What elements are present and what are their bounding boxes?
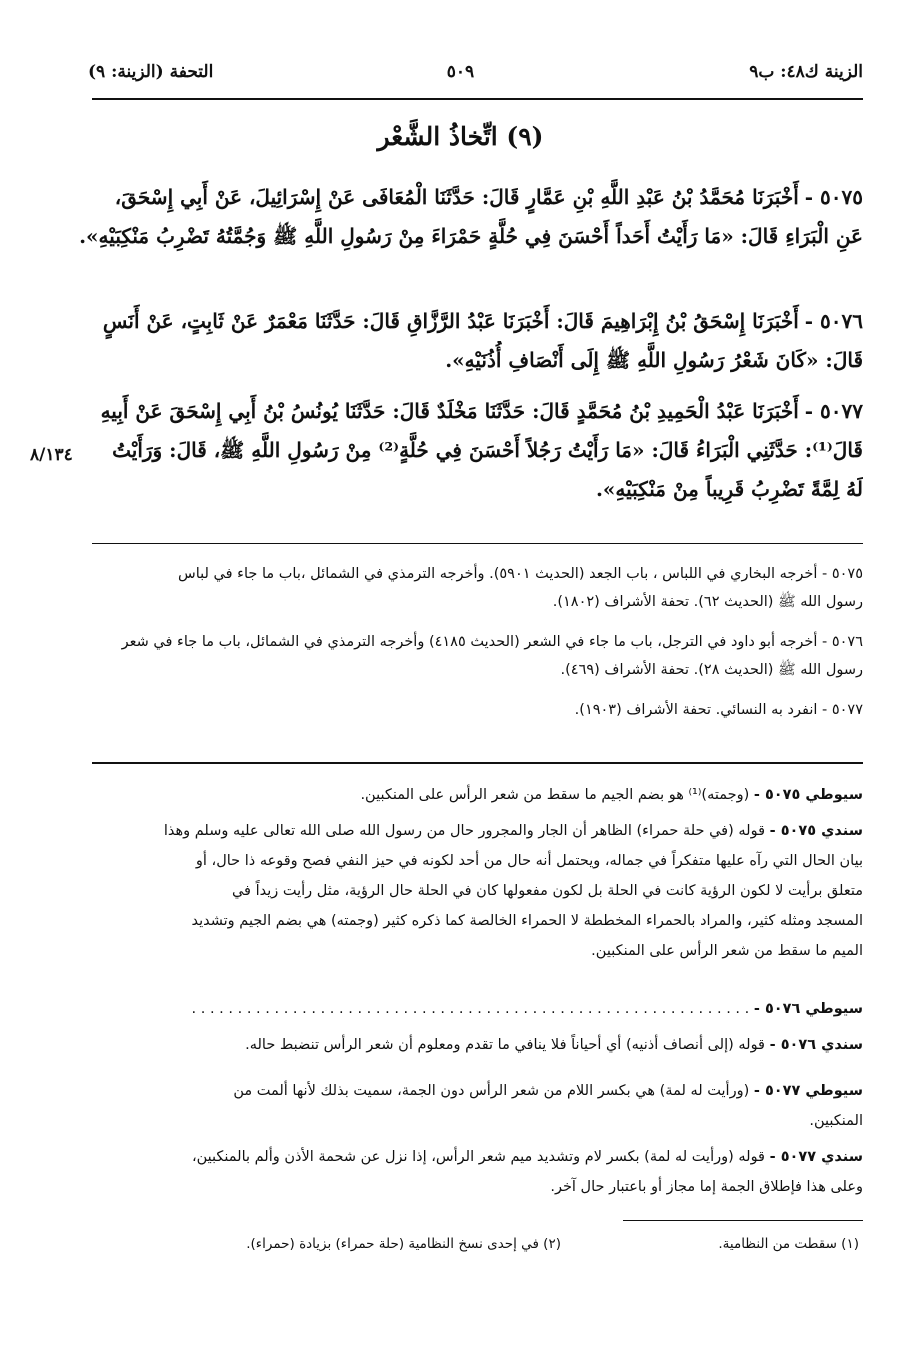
commentary-line: الميم ما سقط من شعر الرأس على المنكبين.: [591, 943, 863, 959]
header-chapter-ref: الزينة ك٤٨: ب٩: [749, 62, 863, 82]
footnote-rule: [623, 1220, 863, 1221]
hadith-line: قَالَ⁽¹⁾: حَدَّثَنِي الْبَرَاءُ قَالَ: «مَا رَأَيْتُ رَجُلاً أَحْسَنَ فِي حُلَّةٍ⁽²⁾ مِنْ رَسُولِ اللَّهِ ﷺ، قَالَ: وَرَأَيْتُ: [112, 438, 863, 462]
takhrij-rule: [92, 543, 863, 544]
hadith-number: ٥٠٧٧ -: [804, 399, 863, 423]
commentary-line: [63, 1142, 863, 1172]
hadith-5075: [73, 178, 863, 256]
suyuti-5076: [63, 994, 863, 1024]
commentary-rule: [92, 762, 863, 764]
takhrij-line: ٥٠٧٧ - انفرد به النسائي. تحفة الأشراف (١٩٠٣).: [574, 702, 863, 718]
suyuti-5077: [63, 1076, 863, 1136]
takhrij-5075: [63, 560, 863, 616]
section-title: (٩) اتِّخاذُ الشَّعْر: [377, 122, 544, 151]
commentary-label: سيوطي ٥٠٧٥ -: [753, 787, 863, 803]
commentary-line: [63, 816, 863, 846]
takhrij-5077: [63, 696, 863, 724]
commentary-text: قوله (ورأيت له لمة) بكسر لام وتشديد ميم شعر الرأس، إذا نزل عن شحمة الأذن وألم بالمنكبين،: [191, 1149, 765, 1165]
hadith-text: أَخْبَرَنَا مُحَمَّدُ بْنُ عَبْدِ اللَّهِ بْنِ عَمَّارٍ قَالَ: حَدَّثَنَا الْمُعَافَى عَنْ إِسْرَائِيلَ، عَنْ أَبِي إِسْحَقَ،: [114, 185, 799, 209]
commentary-line: [63, 1076, 863, 1106]
takhrij-line: رسول الله ﷺ (الحديث ٦٢). تحفة الأشراف (١٨٠٢).: [552, 594, 863, 610]
commentary-line: [63, 1030, 863, 1060]
hadith-line: [73, 302, 863, 341]
takhrij-5076: [63, 628, 863, 684]
sindi-5077: [63, 1142, 863, 1202]
hadith-5077: [73, 392, 863, 509]
takhrij-line: ٥٠٧٥ - أخرجه البخاري في اللباس ، باب الجعد (الحديث ٥٩٠١). وأخرجه الترمذي في الشمائل ،باب ما جاء في لباس: [178, 566, 863, 582]
commentary-line: المنكبين.: [809, 1113, 863, 1129]
commentary-line: بيان الحال التي رآه عليها متفكراً في جماله، ويحتمل أنه حال من أحد لكونه في حيز النفي فصح وقوعه ذا حال، أو: [195, 853, 863, 869]
commentary-text: قوله (إلى أنصاف أذنيه) أي أحياناً فلا ينافي ما تقدم ومعلوم أن شعر الرأس تنضبط حاله.: [245, 1037, 765, 1053]
takhrij-line: ٥٠٧٦ - أخرجه أبو داود في الترجل، باب ما جاء في الشعر (الحديث ٤١٨٥) وأخرجه الترمذي في الشمائل، باب ما جاء في شعر: [121, 634, 863, 650]
hadith-text: أَخْبَرَنَا عَبْدُ الْحَمِيدِ بْنُ مُحَمَّدٍ قَالَ: حَدَّثَنَا مَخْلَدٌ قَالَ: حَدَّثَنَا يُونُسُ بْنُ أَبِي إِسْحَقَ عَنْ أَبِيهِ: [100, 399, 799, 423]
hadith-line: قَالَ: «كَانَ شَعْرُ رَسُولِ اللَّهِ ﷺ إِلَى أَنْصَافِ أُذُنَيْهِ».: [445, 348, 863, 372]
hadith-number: ٥٠٧٦ -: [804, 309, 863, 333]
commentary-label: سندي ٥٠٧٧ -: [769, 1149, 863, 1165]
suyuti-5075: [63, 780, 863, 810]
commentary-line: [63, 780, 863, 810]
commentary-text: (ورأيت له لمة) هي بكسر اللام من شعر الرأس دون الجمة، سميت بذلك لأنها ألمت من: [233, 1083, 750, 1099]
header-tuhfa-ref: التحفة (الزينة: ٩): [88, 62, 214, 82]
commentary-line: متعلق برأيت لا لكون الرؤية كانت في الحلة بل لكون مفعولها كان في الحلة حال الرؤية، مثل رأيت زيداً في: [231, 883, 863, 899]
commentary-line: وعلى هذا فإطلاق الجمة إما مجاز أو باعتبار حال آخر.: [550, 1179, 863, 1195]
commentary-text: قوله (في حلة حمراء) الظاهر أن الجار والمجرور حال من رسول الله صلى الله تعالى عليه وسلم وهذا: [163, 823, 765, 839]
page-number: ٥٠٩: [446, 62, 475, 82]
hadith-text: أَخْبَرَنَا إِسْحَقُ بْنُ إِبْرَاهِيمَ قَالَ: أَخْبَرَنَا عَبْدُ الرَّزَّاقِ قَالَ: حَدَّثَنَا مَعْمَرٌ عَنْ ثَابِتٍ، عَنْ أَنَسٍ: [102, 309, 799, 333]
hadith-number: ٥٠٧٥ -: [804, 185, 863, 209]
footnote-2: (٢) في إحدى نسخ النظامية (حلة حمراء) بزيادة (حمراء).: [246, 1236, 561, 1252]
commentary-line: [63, 994, 863, 1024]
margin-reference: ٨/١٣٤: [30, 445, 73, 465]
commentary-dots: . . . . . . . . . . . . . . . . . . . . . . . . . . . . . . . . . . . . . . . . . . . . . . . . . . . . . . . . . . . . .: [191, 1001, 750, 1017]
hadith-5076: [73, 302, 863, 380]
hadith-line: [73, 178, 863, 217]
commentary-label: سندي ٥٠٧٦ -: [769, 1037, 863, 1053]
sindi-5076: [63, 1030, 863, 1060]
commentary-line: المسجد ومثله كثير، والمراد بالحمراء المخططة لا الحمراء الخالصة كما ذكره كثير (وجمته) هي بضم الجيم وتشديد: [191, 913, 863, 929]
hadith-line: [73, 392, 863, 431]
hadith-line: عَنِ الْبَرَاءِ قَالَ: «مَا رَأَيْتُ أَحَداً أَحْسَنَ فِي حُلَّةٍ حَمْرَاءَ مِنْ رَسُولِ اللَّهِ ﷺ وَجُمَّتُهُ تَضْرِبُ مَنْكِبَيْهِ».: [79, 224, 863, 248]
header-rule: [92, 98, 863, 100]
hadith-line: لَهُ لِمَّةً تَضْرِبُ قَرِيباً مِنْ مَنْكِبَيْهِ».: [595, 477, 863, 501]
commentary-label: سيوطي ٥٠٧٧ -: [753, 1083, 863, 1099]
commentary-label: سندي ٥٠٧٥ -: [769, 823, 863, 839]
commentary-text: (وجمته)⁽¹⁾ هو بضم الجيم ما سقط من شعر الرأس على المنكبين.: [360, 787, 750, 803]
takhrij-line: رسول الله ﷺ (الحديث ٢٨). تحفة الأشراف (٤٦٩).: [560, 662, 863, 678]
footnote-1: (١) سقطت من النظامية.: [718, 1236, 859, 1252]
commentary-label: سيوطي ٥٠٧٦ -: [753, 1001, 863, 1017]
sindi-5075: [63, 816, 863, 966]
